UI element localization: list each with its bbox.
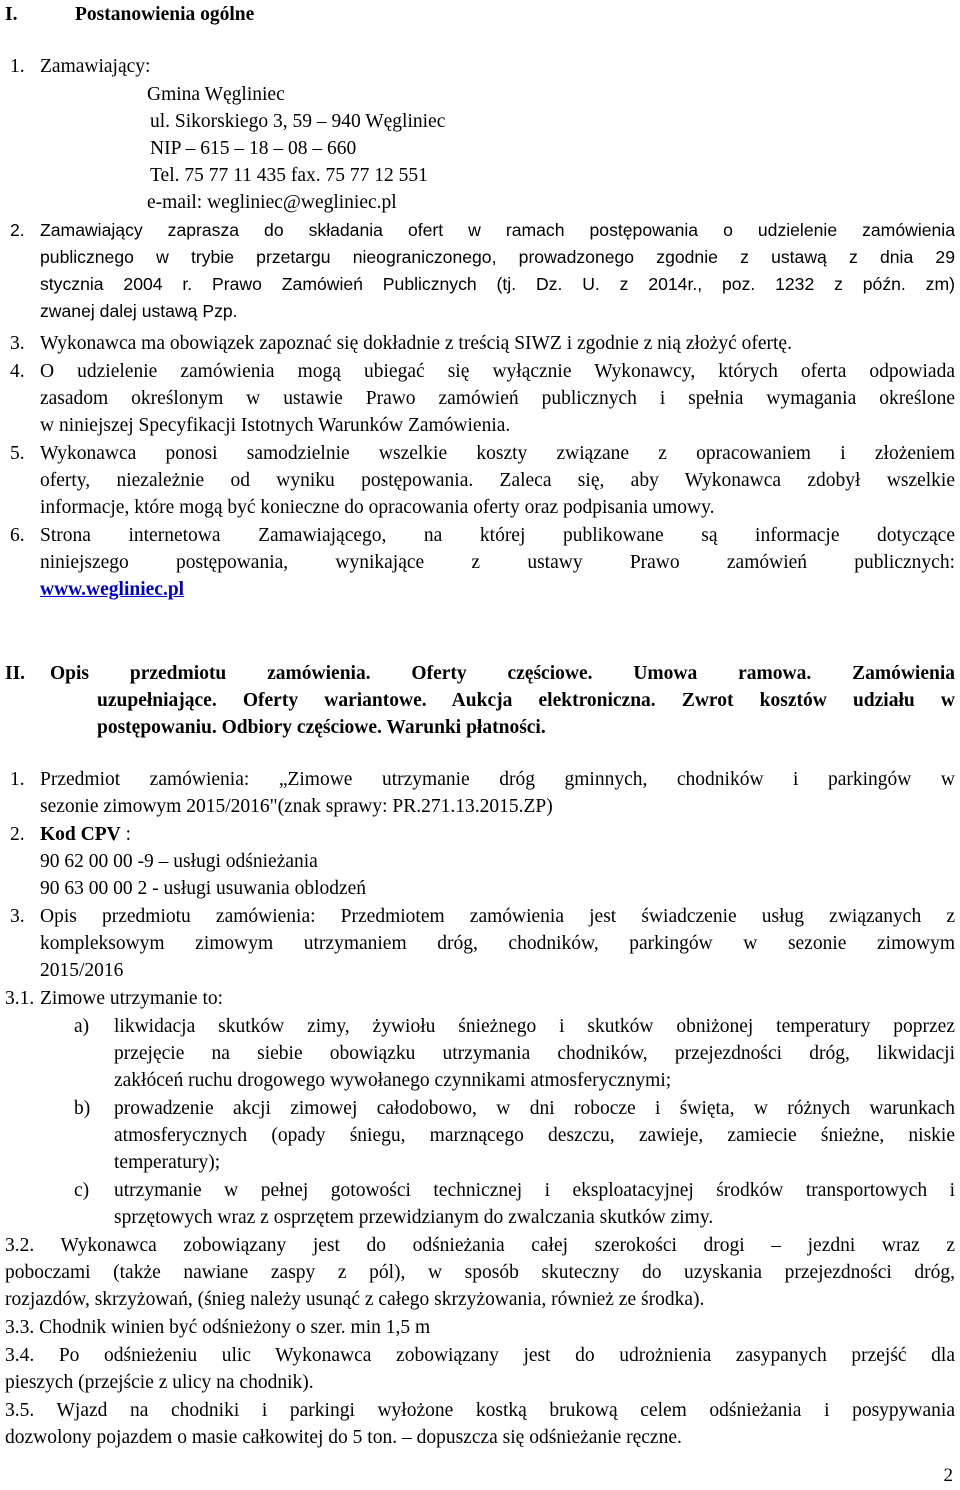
paragraph-line: 3.2. Wykonawca zobowiązany jest do odśnieżania całej szerokości drogi – jezdni wraz z xyxy=(5,1235,955,1256)
cpv-code: 90 63 00 00 2 - usługi usuwania oblodzeń xyxy=(40,878,367,899)
section-title: uzupełniające. Oferty wariantowe. Aukcja elektroniczna. Zwrot kosztów udziału w xyxy=(97,690,955,711)
subitem-label: a) xyxy=(74,1016,90,1037)
paragraph-line: pieszych (przejście z ulicy na chodnik). xyxy=(5,1372,314,1393)
subitem-label: c) xyxy=(74,1180,90,1201)
paragraph-line: 3.5. Wjazd na chodniki i parkingi wyłożone kostką brukową celem odśnieżania i posypywania xyxy=(5,1400,955,1421)
item-number: 1. xyxy=(10,769,25,790)
subitem-line: temperatury); xyxy=(114,1152,221,1173)
item-number: 3.1. xyxy=(5,988,35,1009)
website-link[interactable]: www.wegliniec.pl xyxy=(40,579,185,600)
subitem-line: sprzętowych wraz z osprzętem przewidzianym do zwalczania skutków zimy. xyxy=(114,1207,714,1228)
section-title: Postanowienia ogólne xyxy=(75,4,255,25)
page-number: 2 xyxy=(943,1465,953,1486)
paragraph-line: oferty, niezależnie od wyniku postępowania. Zaleca się, aby Wykonawca zdobył wszelkie xyxy=(40,470,955,491)
section-number: II. xyxy=(5,663,26,684)
item-title: Zamawiający: xyxy=(40,56,151,77)
address-line: ul. Sikorskiego 3, 59 – 940 Węgliniec xyxy=(150,111,446,132)
paragraph-line: Strona internetowa Zamawiającego, na której publikowane są informacje dotyczące xyxy=(40,525,955,546)
address-line: Gmina Węgliniec xyxy=(147,84,285,105)
section-title: postępowaniu. Odbiory częściowe. Warunki płatności. xyxy=(97,717,546,738)
cpv-bold-label: Kod CPV xyxy=(40,824,121,845)
subitem-line: utrzymanie w pełnej gotowości technicznej i eksploatacyjnej środków transportowych i xyxy=(114,1180,955,1201)
subitem-line: zakłóceń ruchu drogowego wywołanego czynnikami atmosferycznymi; xyxy=(114,1070,672,1091)
item-number: 5. xyxy=(10,443,25,464)
paragraph-line: O udzielenie zamówienia mogą ubiegać się wyłącznie Wykonawcy, których oferta odpowiada xyxy=(40,361,955,382)
paragraph-line: sezonie zimowym 2015/2016"(znak sprawy: PR.271.13.2015.ZP) xyxy=(40,796,553,817)
paragraph-line: niniejszego postępowania, wynikające z ustawy Prawo zamówień publicznych: xyxy=(40,552,955,573)
item-number: 3. xyxy=(10,906,25,927)
subitem-line: prowadzenie akcji zimowej całodobowo, w dni robocze i święta, w różnych warunkach xyxy=(114,1098,955,1119)
paragraph-line: 3.4. Po odśnieżeniu ulic Wykonawca zobowiązany jest do udrożnienia zasypanych przejść dla xyxy=(5,1345,955,1366)
subitem-label: b) xyxy=(74,1098,91,1119)
address-line: Tel. 75 77 11 435 fax. 75 77 12 551 xyxy=(150,165,428,186)
paragraph-line: rozjazdów, skrzyżowań, (śnieg należy usunąć z całego skrzyżowania, również ze środka). xyxy=(5,1289,705,1310)
cpv-heading xyxy=(40,821,131,848)
item-number: 2. xyxy=(10,220,25,240)
paragraph-line: stycznia 2004 r. Prawo Zamówień Publicznych (tj. Dz. U. z 2014r., poz. 1232 z późn. zm) xyxy=(40,274,955,294)
item-number: 4. xyxy=(10,361,25,382)
subitem-line: przejęcie na siebie obowiązku utrzymania chodników, przejezdności dróg, likwidacji xyxy=(114,1043,955,1064)
paragraph-line: Opis przedmiotu zamówienia: Przedmiotem zamówienia jest świadczenie usług związanych z xyxy=(40,906,955,927)
item-number: 3. xyxy=(10,333,25,354)
cpv-colon: : xyxy=(120,824,132,845)
item-number: 6. xyxy=(10,525,25,546)
section-number: I. xyxy=(5,4,18,25)
paragraph-line: dozwolony pojazdem o masie całkowitej do 5 ton. – dopuszcza się odśnieżanie ręczne. xyxy=(5,1427,682,1448)
paragraph-line: 2015/2016 xyxy=(40,960,124,981)
paragraph-line: 3.3. Chodnik winien być odśnieżony o szer. min 1,5 m xyxy=(5,1317,431,1338)
item-number: 1. xyxy=(10,56,25,77)
paragraph-line: kompleksowym zimowym utrzymaniem dróg, chodników, parkingów w sezonie zimowym xyxy=(40,933,955,954)
paragraph-line: Przedmiot zamówienia: „Zimowe utrzymanie dróg gminnych, chodników i parkingów w xyxy=(40,769,955,790)
paragraph-line: informacje, które mogą być konieczne do opracowania oferty oraz podpisania umowy. xyxy=(40,497,715,518)
cpv-code: 90 62 00 00 -9 – usługi odśnieżania xyxy=(40,851,318,872)
item-number: 2. xyxy=(10,824,25,845)
paragraph-line: Zamawiający zaprasza do składania ofert w ramach postępowania o udzielenie zamówienia xyxy=(40,220,955,240)
paragraph-line: w niniejszej Specyfikacji Istotnych Warunków Zamówienia. xyxy=(40,415,511,436)
paragraph-line: zwanej dalej ustawą Pzp. xyxy=(40,301,238,321)
paragraph-line: Wykonawca ponosi samodzielnie wszelkie koszty związane z opracowaniem i złożeniem xyxy=(40,443,955,464)
paragraph-line: publicznego w trybie przetargu nieograniczonego, prowadzonego zgodnie z ustawą z dnia 29 xyxy=(40,247,955,267)
subitem-line: atmosferycznych (opady śniegu, marznącego deszczu, zawieje, zamiecie śnieżne, niskie xyxy=(114,1125,955,1146)
paragraph-line: poboczami (także nawiane zaspy z pól), w sposób skuteczny do uzyskania przejezdności dróg, xyxy=(5,1262,955,1283)
paragraph-line: Wykonawca ma obowiązek zapoznać się dokładnie z treścią SIWZ i zgodnie z nią złożyć ofertę. xyxy=(40,333,792,354)
section-title: Opis przedmiotu zamówienia. Oferty częściowe. Umowa ramowa. Zamówienia xyxy=(50,663,955,684)
address-line: e-mail: wegliniec@wegliniec.pl xyxy=(147,192,397,213)
address-line: NIP – 615 – 18 – 08 – 660 xyxy=(150,138,357,159)
paragraph-line: Zimowe utrzymanie to: xyxy=(40,988,224,1009)
paragraph-line: zasadom określonym w ustawie Prawo zamówień publicznych i spełnia wymagania określone xyxy=(40,388,955,409)
subitem-line: likwidacja skutków zimy, żywiołu śnieżnego i skutków obniżonej temperatury poprzez xyxy=(114,1016,955,1037)
